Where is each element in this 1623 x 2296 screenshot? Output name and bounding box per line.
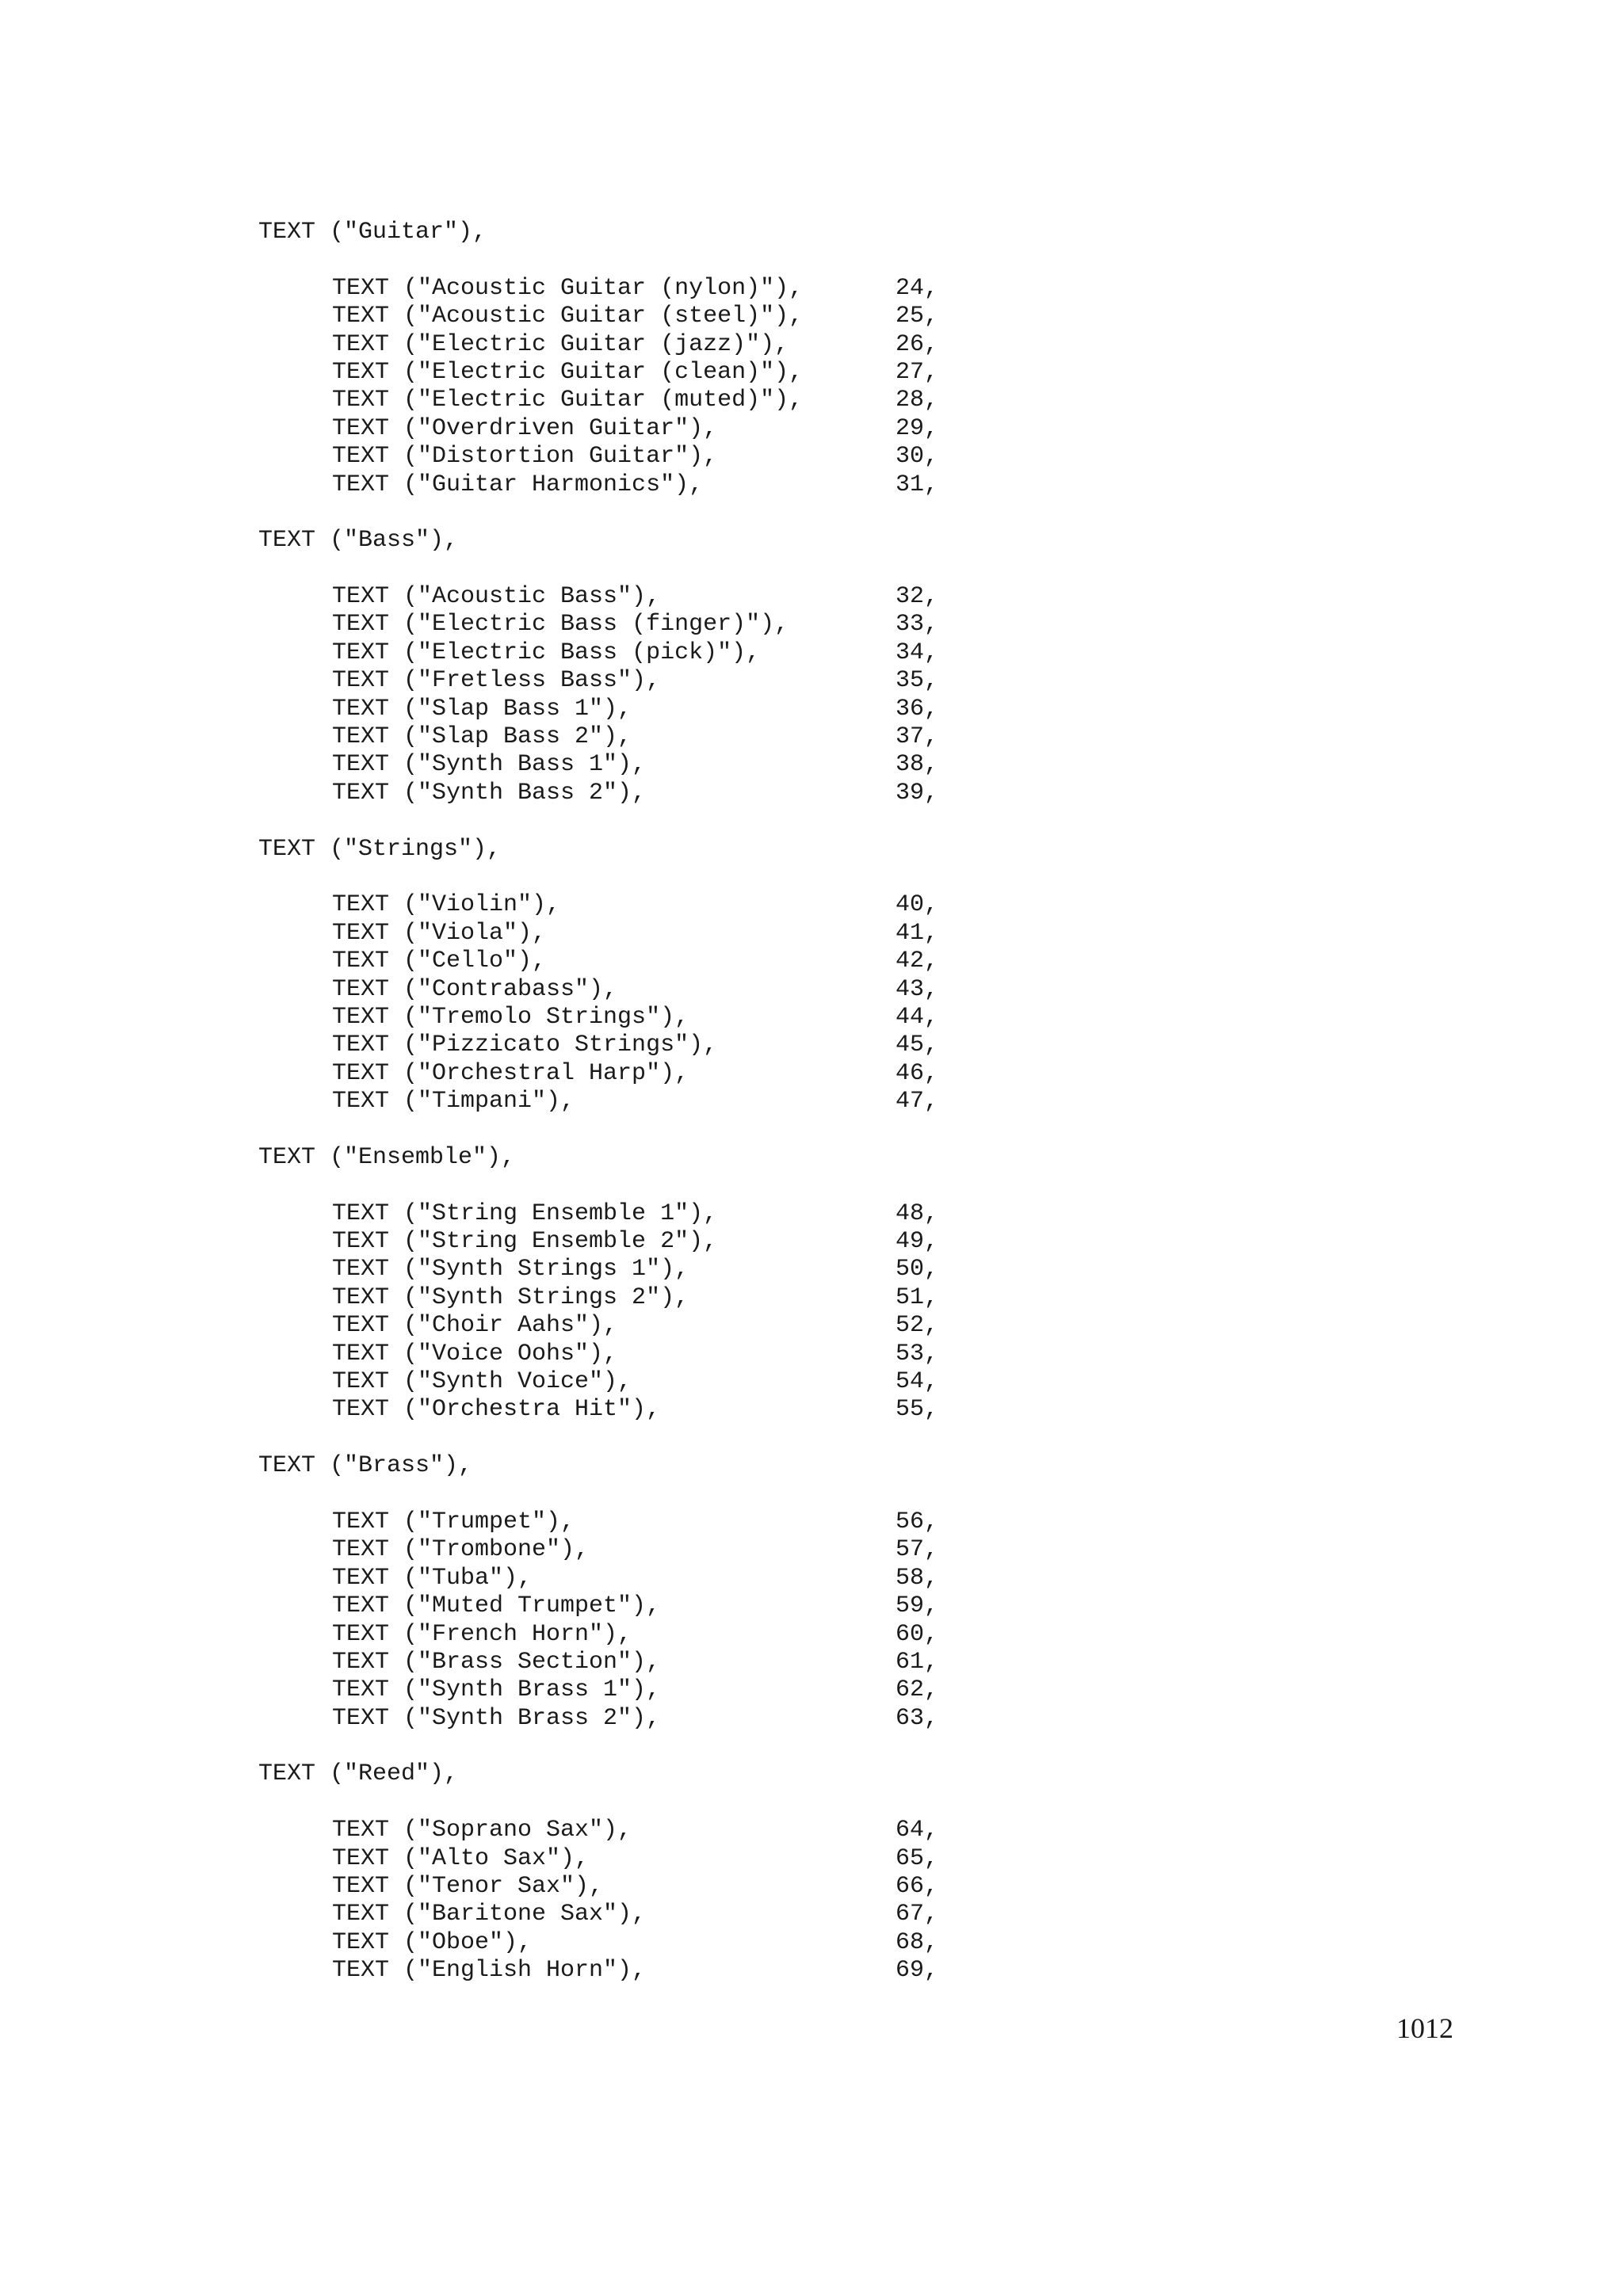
program-number: 42,	[896, 948, 939, 975]
list-item	[258, 1032, 1368, 1059]
program-number: 54,	[896, 1368, 939, 1396]
program-number: 63,	[896, 1704, 939, 1732]
program-number: 52,	[896, 1312, 939, 1340]
group-header: TEXT ("Strings"),	[258, 835, 502, 863]
code-listing	[258, 219, 1368, 1985]
group-header: TEXT ("Guitar"),	[258, 219, 487, 246]
program-number: 67,	[896, 1901, 939, 1928]
program-number: 57,	[896, 1536, 939, 1564]
instrument-entry: TEXT ("Contrabass"),	[332, 975, 618, 1003]
blank-line	[258, 1425, 1368, 1452]
instrument-entry: TEXT ("Electric Bass (finger)"),	[332, 611, 789, 639]
blank-line	[258, 1116, 1368, 1144]
instrument-entry: TEXT ("Electric Guitar (muted)"),	[332, 387, 804, 414]
list-item	[258, 1284, 1368, 1312]
list-item	[258, 667, 1368, 695]
program-number: 66,	[896, 1873, 939, 1901]
program-number: 24,	[896, 274, 939, 302]
list-item	[258, 1256, 1368, 1283]
list-item	[258, 1676, 1368, 1704]
program-number: 41,	[896, 919, 939, 947]
program-number: 62,	[896, 1676, 939, 1704]
list-item	[258, 723, 1368, 751]
program-number: 37,	[896, 723, 939, 751]
program-number: 51,	[896, 1283, 939, 1311]
program-number: 30,	[896, 443, 939, 471]
program-number: 43,	[896, 975, 939, 1003]
program-number: 45,	[896, 1032, 939, 1059]
blank-line	[258, 1172, 1368, 1199]
program-number: 36,	[896, 695, 939, 723]
program-number: 33,	[896, 611, 939, 639]
instrument-entry: TEXT ("Electric Guitar (jazz)"),	[332, 330, 789, 358]
instrument-entry: TEXT ("Acoustic Bass"),	[332, 583, 661, 611]
list-item	[258, 415, 1368, 443]
list-item	[258, 1873, 1368, 1901]
program-number: 44,	[896, 1003, 939, 1031]
program-number: 34,	[896, 639, 939, 666]
instrument-entry: TEXT ("Brass Section"),	[332, 1648, 661, 1676]
instrument-entry: TEXT ("Soprano Sax"),	[332, 1817, 632, 1844]
instrument-entry: TEXT ("Choir Aahs"),	[332, 1312, 618, 1340]
instrument-entry: TEXT ("Viola"),	[332, 919, 547, 947]
program-number: 55,	[896, 1396, 939, 1424]
program-number: 65,	[896, 1844, 939, 1872]
instrument-entry: TEXT ("Muted Trumpet"),	[332, 1592, 661, 1620]
list-item	[258, 331, 1368, 359]
program-number: 47,	[896, 1088, 939, 1116]
instrument-entry: TEXT ("Violin"),	[332, 891, 561, 919]
program-number: 60,	[896, 1620, 939, 1648]
instrument-entry: TEXT ("Overdriven Guitar"),	[332, 414, 718, 442]
page-number: 1012	[1396, 2012, 1453, 2044]
program-number: 53,	[896, 1340, 939, 1367]
instrument-entry: TEXT ("Tremolo Strings"),	[332, 1003, 689, 1031]
program-number: 64,	[896, 1817, 939, 1844]
list-item	[258, 387, 1368, 414]
program-number: 58,	[896, 1564, 939, 1592]
instrument-entry: TEXT ("Orchestra Hit"),	[332, 1396, 661, 1424]
instrument-entry: TEXT ("Synth Voice"),	[332, 1368, 632, 1396]
list-item	[258, 611, 1368, 639]
group-header: TEXT ("Brass"),	[258, 1452, 473, 1480]
instrument-entry: TEXT ("Acoustic Guitar (steel)"),	[332, 303, 804, 330]
list-item	[258, 696, 1368, 723]
list-item	[258, 471, 1368, 499]
instrument-entry: TEXT ("Tuba"),	[332, 1564, 533, 1592]
blank-line	[258, 1733, 1368, 1760]
list-item	[258, 1368, 1368, 1396]
program-number: 29,	[896, 414, 939, 442]
list-item	[258, 1536, 1368, 1564]
list-item	[258, 891, 1368, 919]
instrument-entry: TEXT ("Fretless Bass"),	[332, 667, 661, 695]
instrument-entry: TEXT ("Trumpet"),	[332, 1508, 575, 1535]
group-header: TEXT ("Bass"),	[258, 527, 459, 555]
list-item	[258, 1957, 1368, 1985]
list-item	[258, 1312, 1368, 1340]
instrument-entry: TEXT ("Oboe"),	[332, 1928, 533, 1956]
list-item	[258, 1004, 1368, 1032]
instrument-entry: TEXT ("French Horn"),	[332, 1620, 632, 1648]
instrument-entry: TEXT ("Tenor Sax"),	[332, 1873, 604, 1901]
group-header: TEXT ("Reed"),	[258, 1760, 459, 1788]
list-item	[258, 359, 1368, 387]
list-item	[258, 1705, 1368, 1733]
list-item	[258, 1060, 1368, 1088]
blank-line	[258, 555, 1368, 583]
instrument-entry: TEXT ("Electric Guitar (clean)"),	[332, 358, 804, 386]
program-number: 26,	[896, 330, 939, 358]
list-item	[258, 1341, 1368, 1368]
instrument-entry: TEXT ("English Horn"),	[332, 1957, 647, 1985]
program-number: 59,	[896, 1592, 939, 1620]
program-number: 28,	[896, 387, 939, 414]
program-number: 48,	[896, 1199, 939, 1227]
program-number: 50,	[896, 1256, 939, 1283]
program-number: 68,	[896, 1928, 939, 1956]
list-item	[258, 1565, 1368, 1592]
list-item	[258, 1088, 1368, 1116]
instrument-entry: TEXT ("Synth Strings 2"),	[332, 1283, 689, 1311]
list-item	[258, 1845, 1368, 1873]
list-item	[258, 780, 1368, 807]
instrument-entry: TEXT ("Distortion Guitar"),	[332, 443, 718, 471]
list-item	[258, 303, 1368, 330]
instrument-entry: TEXT ("Trombone"),	[332, 1536, 590, 1564]
program-number: 27,	[896, 358, 939, 386]
instrument-entry: TEXT ("Guitar Harmonics"),	[332, 471, 704, 498]
instrument-entry: TEXT ("Synth Brass 1"),	[332, 1676, 661, 1704]
list-item	[258, 1592, 1368, 1620]
blank-line	[258, 807, 1368, 835]
instrument-entry: TEXT ("Alto Sax"),	[332, 1844, 590, 1872]
instrument-entry: TEXT ("Voice Oohs"),	[332, 1340, 618, 1367]
group-header: TEXT ("Ensemble"),	[258, 1143, 516, 1171]
program-number: 25,	[896, 303, 939, 330]
instrument-entry: TEXT ("Synth Strings 1"),	[332, 1256, 689, 1283]
list-item	[258, 443, 1368, 471]
instrument-entry: TEXT ("Electric Bass (pick)"),	[332, 639, 761, 666]
program-number: 56,	[896, 1508, 939, 1535]
instrument-entry: TEXT ("Slap Bass 2"),	[332, 723, 632, 751]
instrument-entry: TEXT ("Synth Bass 2"),	[332, 779, 647, 807]
instrument-entry: TEXT ("Baritone Sax"),	[332, 1901, 647, 1928]
program-number: 46,	[896, 1059, 939, 1087]
instrument-entry: TEXT ("Synth Brass 2"),	[332, 1704, 661, 1732]
blank-line	[258, 246, 1368, 274]
list-item	[258, 1929, 1368, 1957]
list-item	[258, 275, 1368, 303]
list-item	[258, 1508, 1368, 1536]
blank-line	[258, 1481, 1368, 1508]
list-item	[258, 1621, 1368, 1649]
list-item	[258, 1901, 1368, 1928]
list-item	[258, 1396, 1368, 1424]
program-number: 31,	[896, 471, 939, 498]
list-item	[258, 1817, 1368, 1844]
blank-line	[258, 864, 1368, 891]
instrument-entry: TEXT ("Synth Bass 1"),	[332, 751, 647, 779]
list-item	[258, 751, 1368, 779]
program-number: 32,	[896, 583, 939, 611]
instrument-entry: TEXT ("Acoustic Guitar (nylon)"),	[332, 274, 804, 302]
instrument-entry: TEXT ("String Ensemble 1"),	[332, 1199, 718, 1227]
program-number: 35,	[896, 667, 939, 695]
list-item	[258, 639, 1368, 667]
blank-line	[258, 499, 1368, 527]
instrument-entry: TEXT ("Pizzicato Strings"),	[332, 1032, 718, 1059]
list-item	[258, 920, 1368, 948]
program-number: 40,	[896, 891, 939, 919]
instrument-entry: TEXT ("String Ensemble 2"),	[332, 1228, 718, 1256]
instrument-entry: TEXT ("Timpani"),	[332, 1088, 575, 1116]
list-item	[258, 1649, 1368, 1676]
list-item	[258, 583, 1368, 611]
list-item	[258, 1200, 1368, 1228]
instrument-entry: TEXT ("Slap Bass 1"),	[332, 695, 632, 723]
program-number: 61,	[896, 1648, 939, 1676]
program-number: 49,	[896, 1228, 939, 1256]
instrument-entry: TEXT ("Orchestral Harp"),	[332, 1059, 689, 1087]
list-item	[258, 1228, 1368, 1256]
list-item	[258, 976, 1368, 1004]
list-item	[258, 948, 1368, 975]
program-number: 38,	[896, 751, 939, 779]
program-number: 69,	[896, 1957, 939, 1985]
program-number: 39,	[896, 779, 939, 807]
blank-line	[258, 1789, 1368, 1817]
instrument-entry: TEXT ("Cello"),	[332, 948, 547, 975]
